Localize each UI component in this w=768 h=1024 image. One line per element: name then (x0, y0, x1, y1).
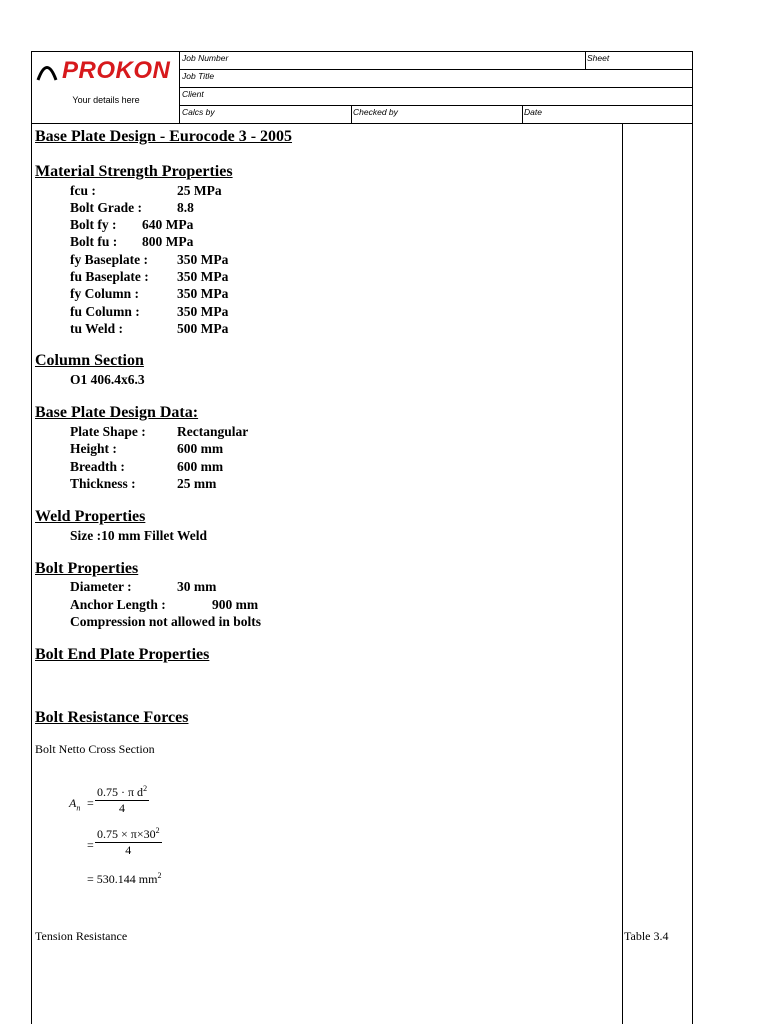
material-value: 350 MPa (177, 304, 229, 319)
bolt-value: 30 mm (177, 579, 217, 594)
material-label: Bolt fy : (70, 217, 117, 232)
material-value: 500 MPa (177, 321, 229, 336)
formula-fraction-2 (95, 826, 162, 858)
calcs-row (180, 106, 692, 124)
logo-text: PROKON (62, 57, 171, 84)
material-label: fu Baseplate : (70, 269, 149, 284)
formula-denominator-1: 4 (119, 801, 126, 815)
netto-section-label: Bolt Netto Cross Section (35, 742, 155, 756)
sheet-label: Sheet (587, 53, 610, 63)
document-title: Base Plate Design - Eurocode 3 - 2005 (35, 128, 293, 145)
formula-numerator-1: 0.75 · π $d^2$ (97, 784, 148, 799)
details-text: Your details here (72, 95, 140, 105)
material-value: 350 MPa (177, 286, 229, 301)
checked-by-label: Checked by (353, 107, 398, 117)
column-section-value: O1 406.4x6.3 (70, 372, 145, 387)
bolt-note: Compression not allowed in bolts (70, 614, 262, 629)
arch-icon (36, 61, 58, 81)
plate-value: 25 mm (177, 476, 217, 491)
material-value: 640 MPa (142, 217, 194, 232)
frame-margin-border (622, 124, 623, 1024)
material-label: tu Weld : (70, 321, 124, 336)
logo-cell (32, 52, 180, 124)
bolt-label: Diameter : (70, 579, 132, 594)
weld-size: Size :10 mm Fillet Weld (70, 528, 207, 543)
material-heading: Material Strength Properties (35, 163, 233, 180)
material-value: 25 MPa (177, 183, 222, 198)
material-label: Bolt fu : (70, 234, 118, 249)
frame-left-border (31, 124, 32, 1024)
plate-label: Breadth : (70, 459, 125, 474)
plate-heading: Base Plate Design Data: (35, 404, 199, 421)
title-block (31, 51, 693, 124)
formula-denominator-2: 4 (125, 843, 132, 857)
plate-value: 600 mm (177, 441, 224, 456)
plate-label: Thickness : (70, 476, 136, 491)
plate-label: Plate Shape : (70, 424, 146, 439)
frame-right-border (692, 124, 693, 1024)
job-title-row (180, 70, 692, 88)
material-label: Bolt Grade : (70, 200, 142, 215)
bolt-heading: Bolt Properties (35, 560, 139, 577)
job-number-row (180, 52, 692, 70)
job-number-label: Job Number (182, 53, 229, 63)
material-label: fy Baseplate : (70, 252, 148, 267)
formula-numerator-2: $0.75 \times \pi\times 30^2$ (97, 826, 160, 841)
formula-fraction-1 (95, 784, 149, 816)
material-value: 350 MPa (177, 269, 229, 284)
client-row (180, 88, 692, 106)
material-value: 800 MPa (142, 234, 194, 249)
material-value: 8.8 (177, 200, 194, 215)
weld-heading: Weld Properties (35, 508, 146, 525)
end-plate-heading: Bolt End Plate Properties (35, 646, 210, 663)
client-label: Client (182, 89, 204, 99)
date-divider (522, 106, 523, 124)
an-symbol: $A_n$ (69, 796, 81, 813)
material-value: 350 MPa (177, 252, 229, 267)
equals-sign: = (87, 796, 94, 810)
job-title-label: Job Title (182, 71, 215, 81)
material-label: fu Column : (70, 304, 140, 319)
material-label: fy Column : (70, 286, 140, 301)
bolt-value: 900 mm (212, 597, 259, 612)
column-heading: Column Section (35, 352, 144, 369)
plate-value: Rectangular (177, 424, 249, 439)
equals-sign: = (87, 838, 94, 852)
bolt-label: Anchor Length : (70, 597, 166, 612)
table-reference: Table 3.4 (624, 929, 669, 943)
plate-value: 600 mm (177, 459, 224, 474)
date-label: Date (524, 107, 542, 117)
tension-resistance-label: Tension Resistance (35, 929, 128, 943)
calcs-by-label: Calcs by (182, 107, 215, 117)
prokon-logo (36, 58, 170, 84)
resistance-heading: Bolt Resistance Forces (35, 709, 189, 726)
formula-result: = 530.144 $mm^2$ (87, 871, 162, 886)
sheet-divider (585, 52, 586, 69)
plate-label: Height : (70, 441, 117, 456)
material-label: fcu : (70, 183, 96, 198)
checked-divider (351, 106, 352, 124)
